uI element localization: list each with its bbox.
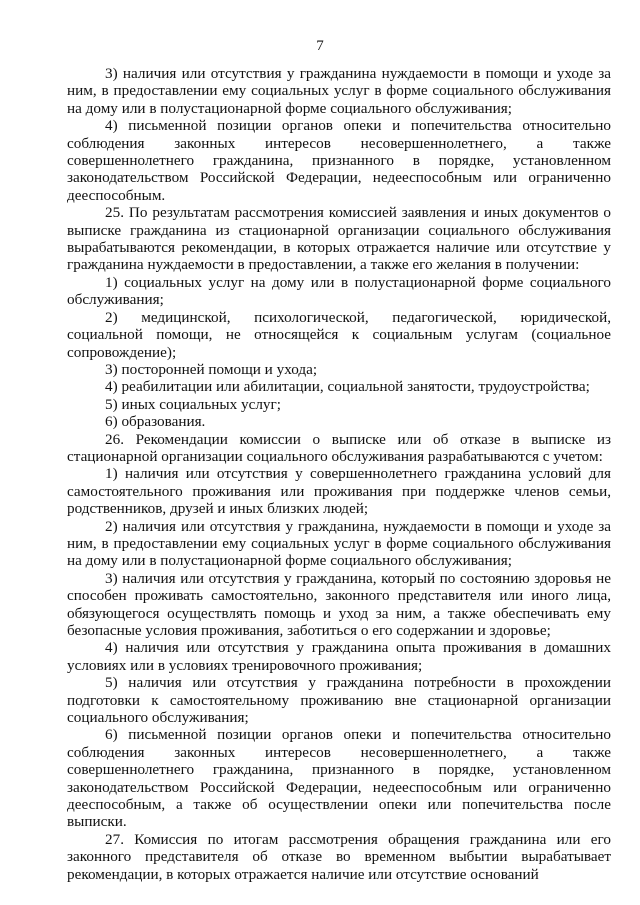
- paragraph: 3) наличия или отсутствия у гражданина нуждаемости в помощи и уходе за ним, в предоставлении ему социальных услуг в форме социального обслуживания на дому или в полустационарной форме социального обслуживания;: [67, 65, 611, 117]
- paragraph: 1) социальных услуг на дому или в полустационарной форме социального обслуживания;: [67, 273, 611, 309]
- paragraph: 25. По результатам рассмотрения комиссией заявления и иных документов о выписке гражданина из стационарной организации социального обслуживания вырабатываются рекомендации, в которых отражается наличие или отсутствие у гражданина нуждаемости в предоставлении, а также его желания в получении:: [67, 204, 611, 274]
- paragraph: 1) наличия или отсутствия у совершеннолетнего гражданина условий для самостоятельного проживания или проживания при поддержке членов семьи, родственников, друзей и иных близких людей;: [67, 465, 611, 518]
- paragraph: 5) наличия или отсутствия у гражданина потребности в прохождении подготовки к самостоятельному проживанию вне стационарной организации социального обслуживания;: [67, 674, 611, 727]
- paragraph: 26. Рекомендации комиссии о выписке или об отказе в выписке из стационарной организации социального обслуживания разрабатываются с учетом:: [67, 430, 611, 465]
- paragraph: 2) наличия или отсутствия у гражданина, нуждаемости в помощи и уходе за ним, в предоставлении ему социальных услуг в форме социального обслуживания на дому или в полустационарной форме социального обслуживания;: [67, 517, 611, 570]
- paragraph: 3) наличия или отсутствия у гражданина, который по состоянию здоровья не способен проживать самостоятельно, законного представителя или иного лица, обязующегося осуществлять помощь и уход за ним, а также обеспечивать ему безопасные условия проживания, заботиться о его содержании и здоровье;: [67, 569, 611, 639]
- paragraph: 4) письменной позиции органов опеки и попечительства относительно соблюдения законных интересов несовершеннолетнего, а также совершеннолетнего гражданина, признанного в порядке, установленном законодательством Российской Федерации, недееспособным или ограниченно дееспособным.: [67, 117, 611, 204]
- paragraph: 3) посторонней помощи и ухода;: [105, 360, 318, 378]
- paragraph: 4) наличия или отсутствия у гражданина опыта проживания в домашних условиях или в условиях тренировочного проживания;: [67, 639, 611, 674]
- page-number: 7: [316, 38, 324, 54]
- paragraph: 5) иных социальных услуг;: [105, 395, 281, 413]
- paragraph: 6) письменной позиции органов опеки и попечительства относительно соблюдения законных интересов несовершеннолетнего, а также совершеннолетнего гражданина, признанного в порядке, установленном законодательством Российской Федерации, недееспособным или ограниченно дееспособным, а также об осуществлении опеки или попечительства после выписки.: [67, 726, 611, 831]
- paragraph: 2) медицинской, психологической, педагогической, юридической, социальной помощи, не относящейся к социальным услугам (социальное сопровождение);: [67, 308, 611, 361]
- document-body: [67, 65, 611, 883]
- paragraph: 4) реабилитации или абилитации, социальной занятости, трудоустройства;: [105, 378, 590, 396]
- paragraph: 27. Комиссия по итогам рассмотрения обращения гражданина или его законного представителя об отказе во временном выбытии вырабатывает рекомендации, в которых отражается наличие или отсутствие оснований: [67, 830, 611, 883]
- paragraph: 6) образования.: [105, 413, 206, 431]
